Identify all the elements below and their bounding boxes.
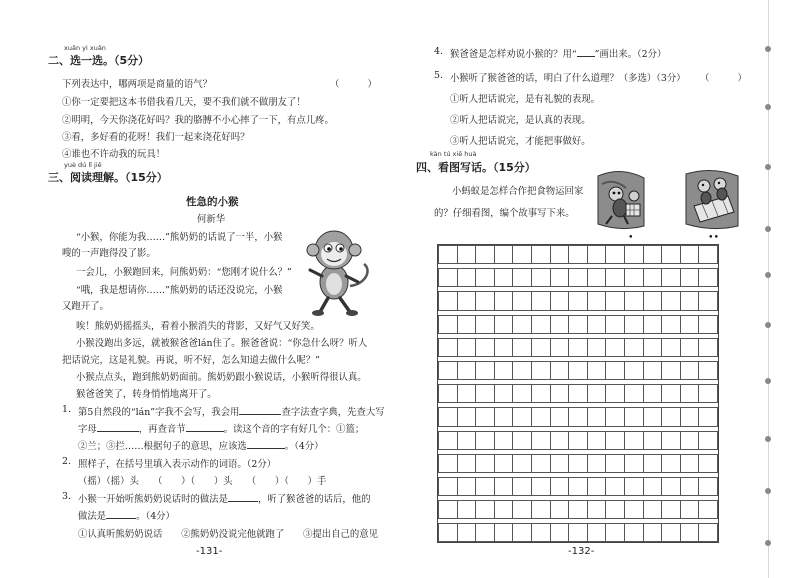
grid-cell[interactable] — [531, 408, 550, 426]
grid-cell[interactable] — [476, 431, 495, 449]
q1-line1 — [78, 404, 385, 418]
grid-cell[interactable] — [476, 524, 495, 542]
grid-cell[interactable] — [569, 524, 588, 542]
q1-line2 — [78, 421, 364, 435]
grid-cell[interactable] — [643, 408, 662, 426]
grid-row — [439, 524, 718, 542]
section2-option-3: ③看，多好看的花呀！我们一起来浇花好吗？ — [62, 132, 250, 143]
q3-line2 — [78, 508, 175, 522]
grid-cell[interactable] — [569, 501, 588, 519]
grid-cell[interactable] — [662, 385, 681, 403]
grid-cell[interactable] — [457, 338, 476, 356]
grid-cell[interactable] — [662, 361, 681, 379]
q3-line1 — [78, 491, 371, 505]
grid-cell[interactable] — [587, 477, 606, 495]
grid-cell[interactable] — [457, 524, 476, 542]
grid-cell[interactable] — [569, 292, 588, 310]
grid-cell[interactable] — [699, 385, 718, 403]
grid-row — [439, 454, 718, 472]
grid-row — [439, 292, 718, 310]
grid-cell[interactable] — [606, 269, 625, 287]
q4-line — [450, 46, 666, 60]
grid-cell[interactable] — [494, 315, 513, 333]
grid-row — [439, 338, 718, 356]
story-paragraph: 一会儿，小猴跑回来，问熊奶奶：“您刚才说什么？” — [76, 267, 292, 278]
section3-pinyin: yuè dú lǐ jiě — [64, 161, 102, 169]
q4-underline-sample — [577, 47, 595, 57]
grid-row — [439, 361, 718, 379]
grid-cell[interactable] — [476, 454, 495, 472]
section2-question: 下列表达中，哪两项是商量的语气？ — [62, 79, 213, 90]
grid-cell[interactable] — [699, 269, 718, 287]
section4-pinyin: kàn tú xiě huà — [430, 150, 477, 158]
grid-cell[interactable] — [494, 501, 513, 519]
q5-option-1: ①听人把话说完，是有礼貌的表现。 — [450, 94, 601, 105]
grid-row — [439, 385, 718, 403]
grid-cell[interactable] — [531, 454, 550, 472]
grid-cell[interactable] — [643, 292, 662, 310]
section2-option-4: ④谁也不许动我的玩具！ — [62, 149, 166, 160]
grid-cell[interactable] — [531, 477, 550, 495]
grid-row — [439, 477, 718, 495]
picture-label-2: •• — [708, 232, 720, 243]
story-paragraph: “小猴，你能为我……”熊奶奶的话说了一半，小猴 — [76, 232, 283, 243]
grid-cell[interactable] — [476, 315, 495, 333]
grid-cell[interactable] — [531, 385, 550, 403]
grid-cell[interactable] — [476, 269, 495, 287]
grid-cell[interactable] — [457, 292, 476, 310]
grid-cell[interactable] — [494, 338, 513, 356]
grid-cell[interactable] — [699, 292, 718, 310]
grid-cell[interactable] — [513, 477, 532, 495]
ant-picture-1 — [596, 166, 646, 232]
grid-cell[interactable] — [457, 361, 476, 379]
grid-cell[interactable] — [662, 431, 681, 449]
grid-cell[interactable] — [643, 338, 662, 356]
grid-row — [439, 315, 718, 333]
grid-cell[interactable] — [457, 477, 476, 495]
grid-cell[interactable] — [606, 408, 625, 426]
grid-cell[interactable] — [624, 524, 643, 542]
grid-cell[interactable] — [513, 501, 532, 519]
grid-cell[interactable] — [680, 269, 699, 287]
grid-cell[interactable] — [587, 524, 606, 542]
q4-text-b: ”画出来。（2分） — [594, 49, 667, 60]
grid-cell[interactable] — [550, 361, 569, 379]
q5-number: 5. — [434, 70, 443, 81]
q5-option-2: ②听人把话说完，是认真的表现。 — [450, 115, 591, 126]
grid-cell[interactable] — [699, 454, 718, 472]
q3-blank-before[interactable] — [228, 492, 258, 502]
grid-cell[interactable] — [643, 477, 662, 495]
grid-cell[interactable] — [624, 361, 643, 379]
binding-hole — [765, 104, 771, 110]
grid-cell[interactable] — [494, 361, 513, 379]
binding-hole — [765, 164, 771, 170]
grid-cell[interactable] — [439, 246, 458, 264]
section2-pinyin: xuǎn yi xuǎn — [64, 44, 106, 52]
grid-cell[interactable] — [439, 292, 458, 310]
writing-grid-table[interactable] — [438, 245, 718, 542]
binding-hole — [765, 436, 771, 442]
grid-cell[interactable] — [606, 477, 625, 495]
q1-number: 1. — [62, 404, 71, 415]
grid-cell[interactable] — [643, 246, 662, 264]
grid-cell[interactable] — [587, 454, 606, 472]
grid-cell[interactable] — [550, 292, 569, 310]
q2-text: 照样子，在括号里填入表示动作的词语。（2分） — [78, 459, 277, 470]
grid-cell[interactable] — [531, 361, 550, 379]
grid-cell[interactable] — [699, 338, 718, 356]
grid-cell[interactable] — [643, 385, 662, 403]
grid-cell[interactable] — [680, 501, 699, 519]
story-paragraph: 嗖的一声跑得没了影。 — [62, 248, 156, 259]
grid-cell[interactable] — [606, 524, 625, 542]
grid-cell[interactable] — [569, 477, 588, 495]
grid-cell[interactable] — [513, 385, 532, 403]
grid-cell[interactable] — [680, 454, 699, 472]
grid-cell[interactable] — [643, 524, 662, 542]
grid-cell[interactable] — [606, 315, 625, 333]
grid-cell[interactable] — [587, 361, 606, 379]
grid-cell[interactable] — [699, 524, 718, 542]
grid-cell[interactable] — [587, 269, 606, 287]
grid-cell[interactable] — [439, 431, 458, 449]
grid-cell[interactable] — [587, 385, 606, 403]
grid-cell[interactable] — [494, 454, 513, 472]
grid-cell[interactable] — [494, 385, 513, 403]
grid-row — [439, 246, 718, 264]
grid-cell[interactable] — [550, 431, 569, 449]
grid-cell[interactable] — [550, 246, 569, 264]
grid-cell[interactable] — [680, 477, 699, 495]
grid-cell[interactable] — [680, 361, 699, 379]
grid-cell[interactable] — [662, 292, 681, 310]
q5-answer-paren[interactable]: （ ） — [700, 73, 747, 84]
grid-cell[interactable] — [569, 454, 588, 472]
grid-cell[interactable] — [550, 501, 569, 519]
grid-cell[interactable] — [587, 246, 606, 264]
q1-blank-syllable[interactable] — [186, 422, 224, 432]
story-paragraph: 小猴点点头，跑到熊奶奶面前。熊奶奶跟小猴说话，小猴听得很认真。 — [76, 372, 367, 383]
q2-number: 2. — [62, 456, 71, 467]
section2-answer-paren[interactable]: （ ） — [330, 79, 377, 90]
story-title: 性急的小猴 — [186, 196, 239, 208]
grid-cell[interactable] — [531, 292, 550, 310]
grid-cell[interactable] — [550, 454, 569, 472]
section4-prompt-line2: 的？仔细看图，编个故事写下来。 — [434, 208, 575, 219]
grid-cell[interactable] — [513, 292, 532, 310]
grid-cell[interactable] — [606, 361, 625, 379]
grid-cell[interactable] — [439, 454, 458, 472]
q1-text-g: 。（4分） — [284, 441, 324, 452]
grid-cell[interactable] — [476, 385, 495, 403]
grid-row — [439, 269, 718, 287]
grid-cell[interactable] — [624, 408, 643, 426]
grid-cell[interactable] — [457, 431, 476, 449]
grid-cell[interactable] — [680, 524, 699, 542]
monkey-illustration — [300, 226, 374, 318]
grid-cell[interactable] — [662, 315, 681, 333]
grid-cell[interactable] — [531, 246, 550, 264]
grid-cell[interactable] — [680, 408, 699, 426]
grid-cell[interactable] — [624, 246, 643, 264]
grid-cell[interactable] — [494, 477, 513, 495]
grid-cell[interactable] — [699, 315, 718, 333]
binding-hole — [765, 46, 771, 52]
grid-cell[interactable] — [699, 408, 718, 426]
grid-cell[interactable] — [569, 361, 588, 379]
grid-cell[interactable] — [513, 338, 532, 356]
grid-cell[interactable] — [476, 477, 495, 495]
grid-cell[interactable] — [531, 501, 550, 519]
grid-cell[interactable] — [513, 246, 532, 264]
grid-cell[interactable] — [587, 431, 606, 449]
q3-options: ①认真听熊奶奶说话 ②熊奶奶没说完他就跑了 ③提出自己的意见 — [78, 529, 379, 540]
grid-cell[interactable] — [476, 361, 495, 379]
grid-cell[interactable] — [457, 408, 476, 426]
grid-cell[interactable] — [662, 408, 681, 426]
q1-text-d: ，再查音节 — [138, 424, 186, 435]
q3-text-d: 。（4分） — [136, 511, 175, 522]
grid-cell[interactable] — [569, 338, 588, 356]
grid-cell[interactable] — [457, 501, 476, 519]
story-author: 何新华 — [197, 214, 226, 225]
grid-cell[interactable] — [439, 315, 458, 333]
grid-row — [439, 431, 718, 449]
grid-cell[interactable] — [569, 315, 588, 333]
grid-cell[interactable] — [531, 315, 550, 333]
binding-hole — [765, 322, 771, 328]
grid-cell[interactable] — [699, 431, 718, 449]
q2-answer-row[interactable]: （摇）（摇）头 （ ）（ ）头 （ ）（ ）手 — [78, 476, 327, 487]
writing-grid[interactable] — [437, 244, 719, 543]
section2-option-2: ②明明，今天你浇花好吗？我的胳膊不小心摔了一下，有点儿疼。 — [62, 115, 334, 126]
q4-number: 4. — [434, 46, 443, 57]
grid-cell[interactable] — [606, 292, 625, 310]
grid-cell[interactable] — [662, 338, 681, 356]
q3-text-a: 小猴一开始听熊奶奶说话时的做法是 — [78, 494, 229, 505]
grid-cell[interactable] — [513, 524, 532, 542]
grid-cell[interactable] — [643, 501, 662, 519]
grid-cell[interactable] — [439, 385, 458, 403]
grid-cell[interactable] — [662, 477, 681, 495]
section2-heading: 二、选一选。（5分） — [48, 54, 150, 67]
page-number-right: -132- — [568, 546, 595, 557]
q5-option-3: ③听人把话说完，才能把事做好。 — [450, 136, 591, 147]
ant-picture-2 — [684, 166, 740, 232]
grid-cell[interactable] — [699, 246, 718, 264]
grid-cell[interactable] — [476, 292, 495, 310]
grid-cell[interactable] — [513, 408, 532, 426]
grid-cell[interactable] — [606, 246, 625, 264]
grid-cell[interactable] — [494, 269, 513, 287]
grid-cell[interactable] — [457, 385, 476, 403]
grid-cell[interactable] — [439, 269, 458, 287]
grid-cell[interactable] — [457, 246, 476, 264]
q5-text: 小猴听了猴爸爸的话，明白了什么道理？（多选）（3分） — [450, 73, 686, 84]
q3-blank-after[interactable] — [106, 509, 136, 519]
grid-cell[interactable] — [680, 385, 699, 403]
grid-cell[interactable] — [531, 431, 550, 449]
grid-cell[interactable] — [643, 431, 662, 449]
grid-cell[interactable] — [662, 454, 681, 472]
grid-cell[interactable] — [439, 338, 458, 356]
story-paragraph: 小猴没跑出多远，就被猴爸爸lán住了。猴爸爸说：“你急什么呀？听人 — [76, 338, 368, 349]
grid-cell[interactable] — [494, 524, 513, 542]
grid-cell[interactable] — [624, 501, 643, 519]
q1-text-a: 第5自然段的“lán”字我不会写，我会用 — [78, 407, 240, 418]
grid-cell[interactable] — [550, 477, 569, 495]
q3-text-c: 做法是 — [78, 511, 107, 522]
grid-cell[interactable] — [457, 269, 476, 287]
grid-cell[interactable] — [494, 431, 513, 449]
q1-line3 — [78, 438, 324, 452]
grid-cell[interactable] — [513, 269, 532, 287]
grid-cell[interactable] — [550, 524, 569, 542]
grid-cell[interactable] — [624, 477, 643, 495]
grid-cell[interactable] — [476, 408, 495, 426]
grid-cell[interactable] — [680, 292, 699, 310]
binding-hole — [765, 378, 771, 384]
grid-cell[interactable] — [587, 501, 606, 519]
grid-cell[interactable] — [550, 269, 569, 287]
story-paragraph: 唉！熊奶奶摇摇头，看着小猴消失的背影，又好气又好笑。 — [76, 321, 320, 332]
grid-cell[interactable] — [643, 361, 662, 379]
binding-hole — [765, 540, 771, 546]
q1-text-e: 。读这个音的字有好几个：①篮； — [223, 424, 365, 435]
grid-cell[interactable] — [606, 431, 625, 449]
grid-cell[interactable] — [494, 408, 513, 426]
grid-cell[interactable] — [606, 338, 625, 356]
binding-hole — [765, 488, 771, 494]
q1-blank-choice[interactable] — [247, 439, 285, 449]
grid-cell[interactable] — [494, 292, 513, 310]
grid-cell[interactable] — [513, 431, 532, 449]
story-paragraph: “哦，我是想请你……”熊奶奶的话还没说完，小猴 — [76, 285, 283, 296]
grid-cell[interactable] — [624, 269, 643, 287]
section3-heading: 三、阅读理解。（15分） — [48, 171, 168, 184]
story-paragraph: 又跑开了。 — [62, 301, 109, 312]
grid-cell[interactable] — [624, 315, 643, 333]
grid-cell[interactable] — [513, 315, 532, 333]
grid-cell[interactable] — [587, 338, 606, 356]
grid-cell[interactable] — [662, 246, 681, 264]
grid-cell[interactable] — [550, 338, 569, 356]
q3-number: 3. — [62, 491, 71, 502]
grid-cell[interactable] — [643, 315, 662, 333]
grid-cell[interactable] — [494, 246, 513, 264]
grid-cell[interactable] — [439, 361, 458, 379]
grid-cell[interactable] — [624, 338, 643, 356]
grid-cell[interactable] — [439, 408, 458, 426]
grid-cell[interactable] — [699, 501, 718, 519]
q1-text-b: 查字法查字典，先查大写 — [281, 407, 385, 418]
grid-cell[interactable] — [550, 408, 569, 426]
q1-blank-letter[interactable] — [97, 422, 139, 432]
picture-label-1: • — [628, 232, 634, 243]
grid-cell[interactable] — [643, 454, 662, 472]
grid-cell[interactable] — [624, 431, 643, 449]
section2-option-1: ①你一定要把这本书借我看几天，要不我们就不做朋友了！ — [62, 97, 306, 108]
page-number-left: -131- — [196, 546, 223, 557]
grid-cell[interactable] — [439, 501, 458, 519]
binding-hole — [765, 226, 771, 232]
q1-text-f: ②兰；③拦……根据句子的意思，应该选 — [78, 441, 247, 452]
q1-blank-method[interactable] — [239, 405, 281, 415]
grid-cell[interactable] — [680, 315, 699, 333]
grid-cell[interactable] — [569, 431, 588, 449]
grid-cell[interactable] — [569, 385, 588, 403]
grid-cell[interactable] — [439, 524, 458, 542]
binding-hole — [765, 272, 771, 278]
grid-cell[interactable] — [587, 408, 606, 426]
story-paragraph: 猴爸爸笑了，转身悄悄地离开了。 — [76, 389, 217, 400]
grid-cell[interactable] — [513, 361, 532, 379]
grid-cell[interactable] — [531, 524, 550, 542]
grid-cell[interactable] — [624, 385, 643, 403]
grid-cell[interactable] — [680, 246, 699, 264]
q4-text-a: 猴爸爸是怎样劝说小猴的？用“ — [450, 49, 577, 60]
grid-cell[interactable] — [699, 477, 718, 495]
grid-cell[interactable] — [569, 246, 588, 264]
grid-cell[interactable] — [662, 269, 681, 287]
grid-cell[interactable] — [606, 385, 625, 403]
grid-cell[interactable] — [606, 454, 625, 472]
grid-cell[interactable] — [680, 338, 699, 356]
story-paragraph: 把话说完，这是礼貌。再说，听不好，怎么知道去做什么呢？” — [62, 355, 320, 366]
grid-cell[interactable] — [662, 501, 681, 519]
section4-heading: 四、看图写话。（15分） — [416, 161, 536, 174]
q1-text-c: 字母 — [78, 424, 97, 435]
grid-cell[interactable] — [476, 501, 495, 519]
grid-cell[interactable] — [457, 454, 476, 472]
grid-cell[interactable] — [513, 454, 532, 472]
grid-cell[interactable] — [569, 408, 588, 426]
grid-cell[interactable] — [699, 361, 718, 379]
grid-cell[interactable] — [624, 292, 643, 310]
grid-cell[interactable] — [606, 501, 625, 519]
grid-cell[interactable] — [587, 292, 606, 310]
grid-cell[interactable] — [531, 269, 550, 287]
grid-row — [439, 408, 718, 426]
grid-cell[interactable] — [624, 454, 643, 472]
grid-cell[interactable] — [680, 431, 699, 449]
grid-cell[interactable] — [531, 338, 550, 356]
section4-prompt-line1: 小蚂蚁是怎样合作把食物运回家 — [452, 186, 584, 197]
grid-cell[interactable] — [643, 269, 662, 287]
grid-cell[interactable] — [569, 269, 588, 287]
grid-cell[interactable] — [587, 315, 606, 333]
grid-cell[interactable] — [550, 315, 569, 333]
grid-cell[interactable] — [457, 315, 476, 333]
grid-cell[interactable] — [662, 524, 681, 542]
grid-cell[interactable] — [550, 385, 569, 403]
grid-cell[interactable] — [439, 477, 458, 495]
grid-cell[interactable] — [476, 246, 495, 264]
q3-text-b: ，听了猴爸爸的话后，他的 — [258, 494, 371, 505]
grid-cell[interactable] — [476, 338, 495, 356]
grid-row — [439, 501, 718, 519]
